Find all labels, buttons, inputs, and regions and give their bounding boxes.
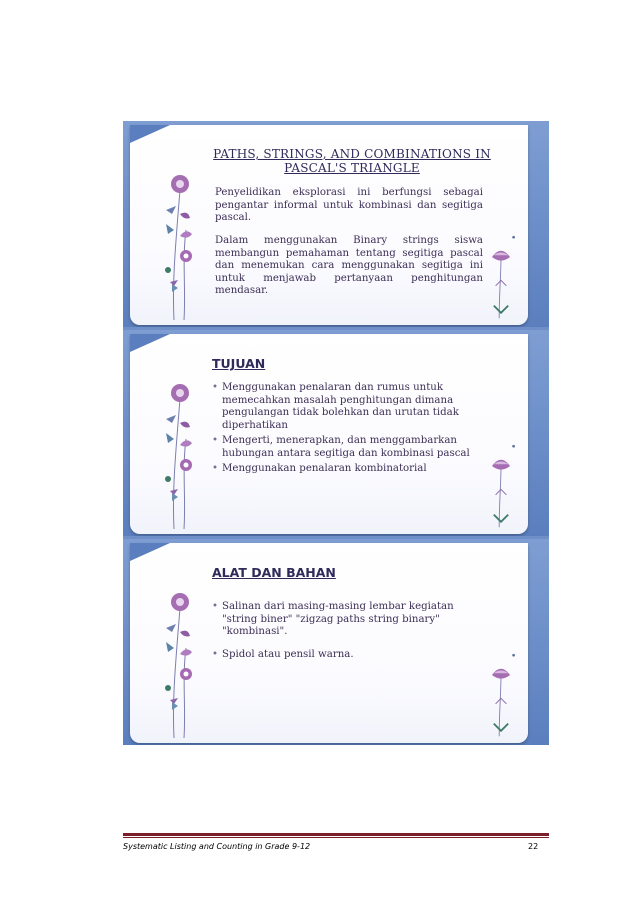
flower-decoration-right-icon [483, 648, 519, 738]
slide-title-line2: PASCAL'S TRIANGLE [284, 161, 420, 175]
slide-paragraph: Dalam menggunakan Binary strings siswa membangun pemahaman tentang segitiga pascal dan menemukan cara menggunakan segitiga ini untuk menjawab pertanyaan penghitungan mendasar. [215, 235, 483, 296]
slide-heading: TUJUAN [212, 356, 266, 371]
list-item: • Menggunakan penalaran kombinatorial [212, 463, 492, 476]
slide-fold [130, 125, 170, 143]
slide-heading: ALAT DAN BAHAN [212, 565, 336, 580]
flower-decoration-right-icon [483, 230, 519, 320]
slide-title-line1: PATHS, STRINGS, AND COMBINATIONS IN [213, 147, 491, 161]
slide-card [130, 543, 528, 743]
slide-card [130, 334, 528, 534]
page-number: 22 [528, 842, 539, 851]
slide-card [130, 125, 528, 325]
slide-title [202, 147, 502, 175]
list-item: • Mengerti, menerapkan, dan menggambarkan hubungan antara segitiga dan kombinasi pascal [212, 435, 492, 460]
flower-decoration-left-icon [160, 170, 204, 320]
footer-title: Systematic Listing and Counting in Grade 9-12 [123, 842, 311, 851]
list-item: • Spidol atau pensil warna. [212, 649, 492, 662]
bullet-list [212, 382, 492, 479]
slide-fold [130, 543, 170, 561]
slide-paths-strings [123, 121, 549, 327]
flower-decoration-left-icon [160, 588, 204, 738]
slide-paragraph: Penyelidikan eksplorasi ini berfungsi sebagai pengantar informal untuk kombinasi dan segitiga pascal. [215, 187, 483, 223]
list-item: • Salinan dari masing-masing lembar kegiatan "string biner" "zigzag paths string binary" "kombinasi". [212, 601, 492, 639]
list-item: • Menggunakan penalaran dan rumus untuk memecahkan masalah penghitungan dimana pengulangan tidak bolehkan dan urutan tidak diperhatikan [212, 382, 492, 432]
slide-fold [130, 334, 170, 352]
slide-tujuan [123, 330, 549, 536]
slide-alat-dan-bahan [123, 539, 549, 745]
bullet-list [212, 601, 492, 664]
flower-decoration-right-icon [483, 439, 519, 529]
footer-rule-thin [123, 837, 549, 838]
footer-rule [123, 833, 549, 836]
slides-panel [123, 121, 549, 745]
flower-decoration-left-icon [160, 379, 204, 529]
